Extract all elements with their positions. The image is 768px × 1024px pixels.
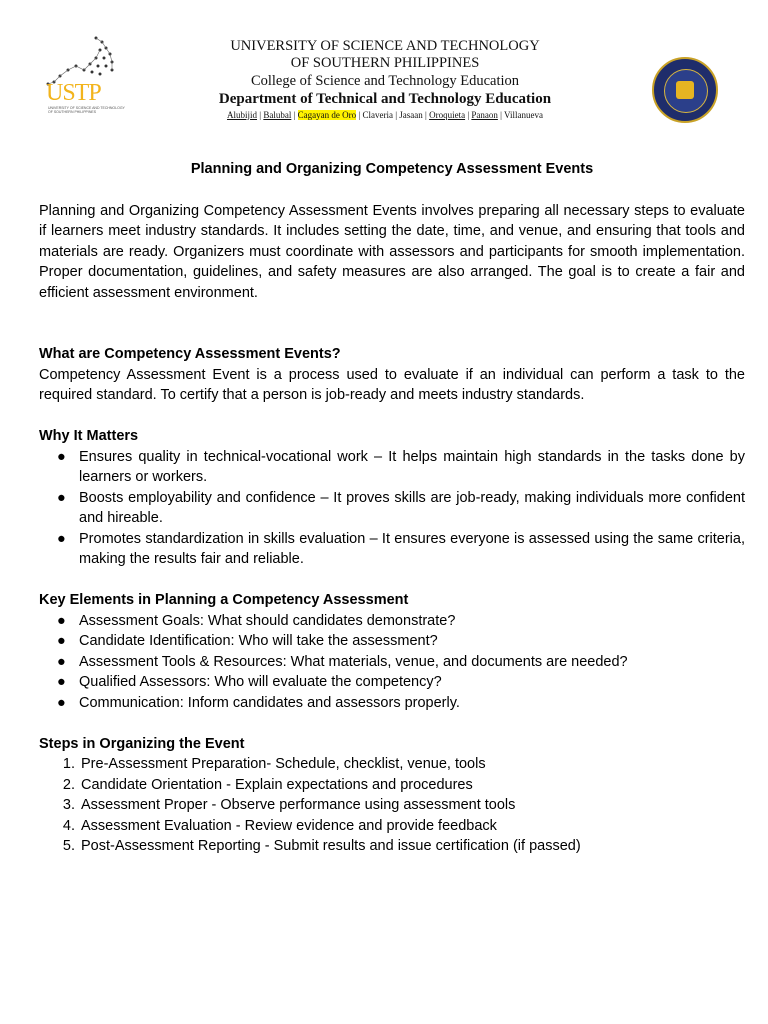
list-item: [57, 672, 745, 693]
list-item: [57, 488, 745, 529]
campus-list: Alubijid | Balubal | Cagayan de Oro | Claveria | Jasaan | Oroquieta | Panaon | Villanueva: [227, 110, 543, 120]
section-heading: Why It Matters: [39, 428, 139, 444]
list-item: 1. Pre-Assessment Preparation- Schedule, checklist, venue, tools: [79, 754, 745, 775]
campus-panaon: Panaon: [471, 110, 498, 120]
section-steps: [39, 734, 745, 857]
ustp-logo-text: USTP: [46, 80, 101, 106]
bullet-icon: ●: [57, 653, 66, 670]
list-item: 3. Assessment Proper - Observe performance using assessment tools: [79, 795, 745, 816]
numbered-list: [39, 754, 745, 857]
ustp-logo-subtext: UNIVERSITY OF SCIENCE AND TECHNOLOGY OF SOUTHERN PHILIPPINES: [48, 106, 125, 114]
list-item: 2. Candidate Orientation - Explain expectations and procedures: [79, 775, 745, 796]
bullet-list: [39, 447, 745, 570]
list-item-text: Candidate Identification: Who will take the assessment?: [79, 633, 438, 649]
campus-claveria: Claveria: [362, 110, 393, 120]
list-item: [57, 529, 745, 570]
bullet-icon: ●: [57, 694, 66, 711]
ustp-logo: [40, 36, 140, 124]
campus-oroquieta: Oroquieta: [429, 110, 466, 120]
university-name-line1: UNIVERSITY OF SCIENCE AND TECHNOLOGY: [230, 38, 540, 54]
list-item-text: Promotes standardization in skills evaluation – It ensures everyone is assessed using the same criteria, making the results fair and reliable.: [79, 530, 745, 567]
bullet-icon: ●: [57, 530, 66, 547]
list-item: [57, 652, 745, 673]
intro-paragraph: Planning and Organizing Competency Assessment Events involves preparing all necessary steps to evaluate if learners meet industry standards. It includes setting the date, time, and venue, and ensuring that tools and materials are ready. Organizers must coordinate with assessors and participants for smooth implementation. Proper documentation, guidelines, and safety measures are also arranged. The goal is to create a fair and efficient assessment environment.: [39, 202, 745, 301]
section-heading: What are Competency Assessment Events?: [39, 346, 341, 362]
bullet-icon: ●: [57, 633, 66, 649]
list-item: [57, 447, 745, 488]
list-item: 5. Post-Assessment Reporting - Submit results and issue certification (if passed): [79, 836, 745, 857]
list-item-text: Communication: Inform candidates and assessors properly.: [79, 694, 460, 711]
document-title: Planning and Organizing Competency Assessment Events: [190, 161, 594, 177]
list-item: [57, 611, 745, 632]
list-item-text: Qualified Assessors: Who will evaluate the competency?: [79, 674, 442, 690]
network-graphic-icon: [40, 36, 140, 86]
campus-cagayan-de-oro: Cagayan de Oro: [297, 110, 357, 120]
section-heading: Steps in Organizing the Event: [39, 735, 245, 752]
letterhead: [0, 36, 768, 136]
bullet-icon: ●: [57, 448, 66, 465]
section-why: [39, 426, 745, 570]
university-name-line2: OF SOUTHERN PHILIPPINES: [290, 55, 480, 71]
list-item-text: Ensures quality in technical-vocational work – It helps maintain high standards in the tasks done by learners or workers.: [79, 448, 745, 485]
section-body: Competency Assessment Event is a process used to evaluate if an individual can perform a task to the required standard. To certify that a person is job-ready and meets industry standards.: [39, 366, 745, 403]
college-name: College of Science and Technology Education: [250, 73, 520, 89]
section-heading: Key Elements in Planning a Competency Assessment: [39, 592, 409, 608]
department-name: Department of Technical and Technology Education: [218, 91, 552, 107]
document-body: [39, 159, 745, 857]
campus-villanueva: Villanueva: [504, 110, 543, 120]
list-item-text: Assessment Tools & Resources: What materials, venue, and documents are needed?: [79, 653, 628, 670]
department-seal-icon: [652, 57, 718, 123]
list-item-text: Assessment Goals: What should candidates demonstrate?: [79, 612, 456, 629]
bullet-icon: ●: [57, 674, 66, 690]
section-key-elements: [39, 590, 745, 713]
section-what: [39, 344, 745, 406]
campus-alubijid: Alubijid: [227, 110, 258, 120]
list-item: 4. Assessment Evaluation - Review evidence and provide feedback: [79, 816, 745, 837]
bullet-list: [39, 611, 745, 714]
list-item: [57, 693, 745, 714]
campus-balubal: Balubal: [263, 110, 292, 120]
list-item: [57, 631, 745, 652]
bullet-icon: ●: [57, 489, 66, 506]
bullet-icon: ●: [57, 612, 66, 629]
letterhead-text: [200, 38, 570, 121]
list-item-text: Boosts employability and confidence – It proves skills are job-ready, making individuals more confident and hireable.: [79, 489, 745, 526]
campus-jasaan: Jasaan: [399, 110, 423, 120]
